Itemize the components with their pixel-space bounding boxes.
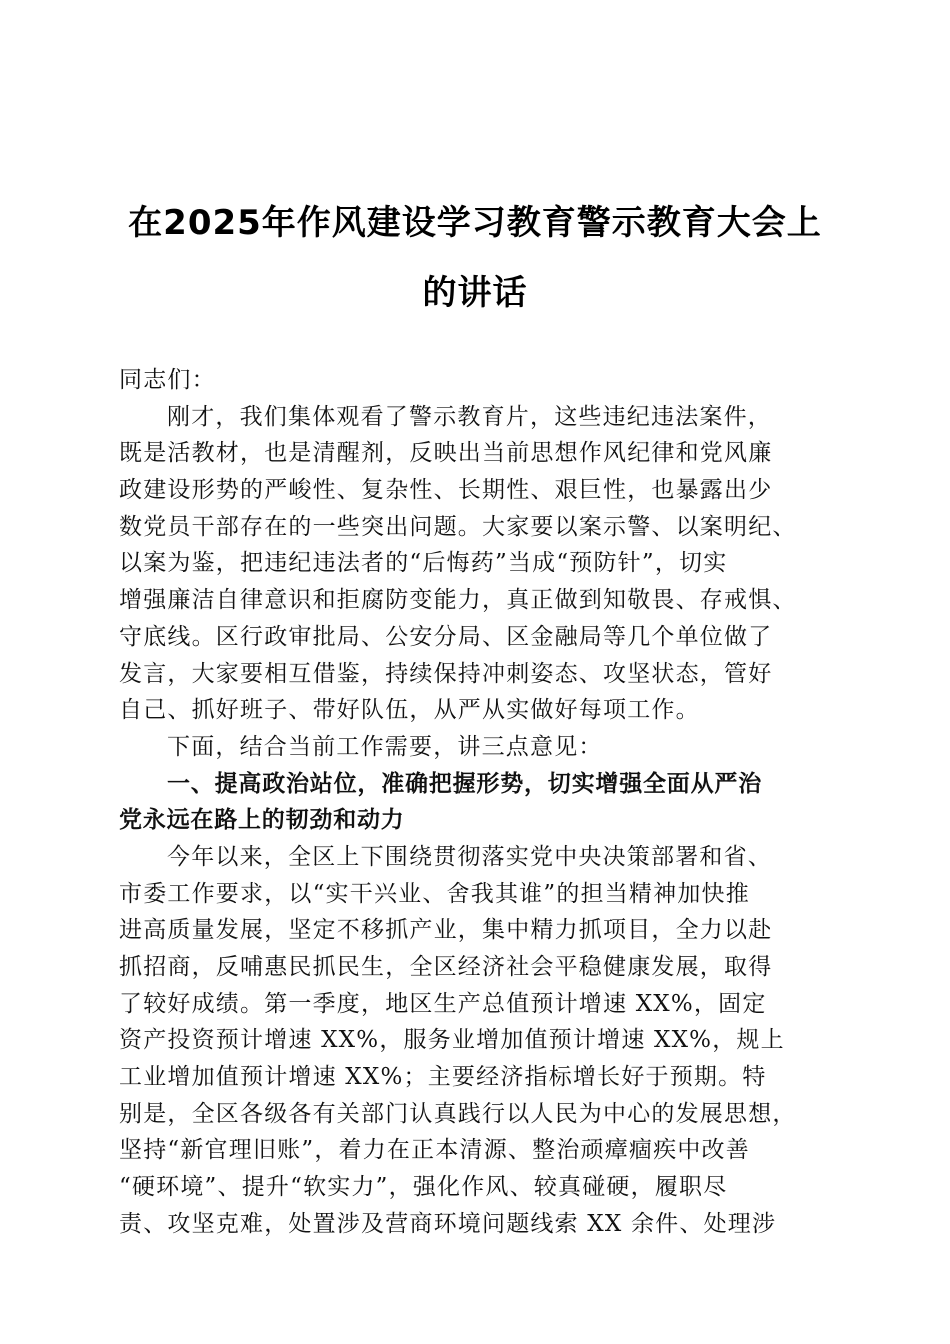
- document-title-line-2: 的讲话: [422, 273, 528, 313]
- document-title-line-1: 在2025年作风建设学习教育警示教育大会上: [128, 203, 822, 243]
- paragraph-line: 市委工作要求，以“实干兴业、舍我其谁”的担当精神加快推: [119, 880, 750, 907]
- section-heading-line: 党永远在路上的韧劲和动力: [119, 807, 405, 834]
- paragraph-line: 增强廉洁自律意识和拒腐防变能力，真正做到知敬畏、存戒惧、: [119, 587, 797, 614]
- paragraph-line: 政建设形势的严峻性、复杂性、长期性、艰巨性，也暴露出少: [119, 477, 773, 504]
- paragraph-line: 自己、抓好班子、带好队伍，从严从实做好每项工作。: [119, 697, 700, 724]
- paragraph-line: 刚才，我们集体观看了警示教育片，这些违纪违法案件，: [167, 403, 772, 430]
- paragraph-line: 进高质量发展，坚定不移抓产业，集中精力抓项目，全力以赴: [119, 917, 773, 944]
- paragraph-line: 工业增加值预计增速 XX%；主要经济指标增长好于预期。特: [119, 1064, 767, 1091]
- paragraph-line: 数党员干部存在的一些突出问题。大家要以案示警、以案明纪、: [119, 513, 797, 540]
- paragraph-line: 责、攻坚克难，处置涉及营商环境问题线索 XX 余件、处理涉: [119, 1210, 777, 1237]
- paragraph-line: 了较好成绩。第一季度，地区生产总值预计增速 XX%，固定: [119, 990, 767, 1017]
- document-body: [119, 362, 839, 1243]
- paragraph-line: “硬环境”、提升“软实力”，强化作风、较真碰硬，履职尽: [119, 1174, 728, 1201]
- paragraph-line: 守底线。区行政审批局、公安分局、区金融局等几个单位做了: [119, 623, 773, 650]
- paragraph-line: 下面，结合当前工作需要，讲三点意见：: [167, 733, 603, 760]
- paragraph-line: 既是活教材，也是清醒剂，反映出当前思想作风纪律和党风廉: [119, 440, 773, 467]
- paragraph-line: 以案为鉴，把违纪违法者的“后悔药”当成“预防针”，切实: [119, 550, 728, 577]
- paragraph-line: 发言，大家要相互借鉴，持续保持冲刺姿态、攻坚状态，管好: [119, 660, 773, 687]
- paragraph-line: 抓招商，反哺惠民抓民生，全区经济社会平稳健康发展，取得: [119, 954, 773, 980]
- section-heading-line: 一、提高政治站位，准确把握形势，切实增强全面从严治: [167, 770, 762, 797]
- paragraph-line: 资产投资预计增速 XX%，服务业增加值预计增速 XX%，规上: [119, 1027, 785, 1054]
- paragraph-line: 坚持“新官理旧账”，着力在正本清源、整治顽瘴痼疾中改善: [119, 1137, 750, 1164]
- paragraph-line: 别是，全区各级各有关部门认真践行以人民为中心的发展思想，: [119, 1100, 797, 1127]
- paragraph-line: 今年以来，全区上下围绕贯彻落实党中央决策部署和省、: [167, 843, 772, 870]
- salutation: 同志们：: [119, 367, 216, 393]
